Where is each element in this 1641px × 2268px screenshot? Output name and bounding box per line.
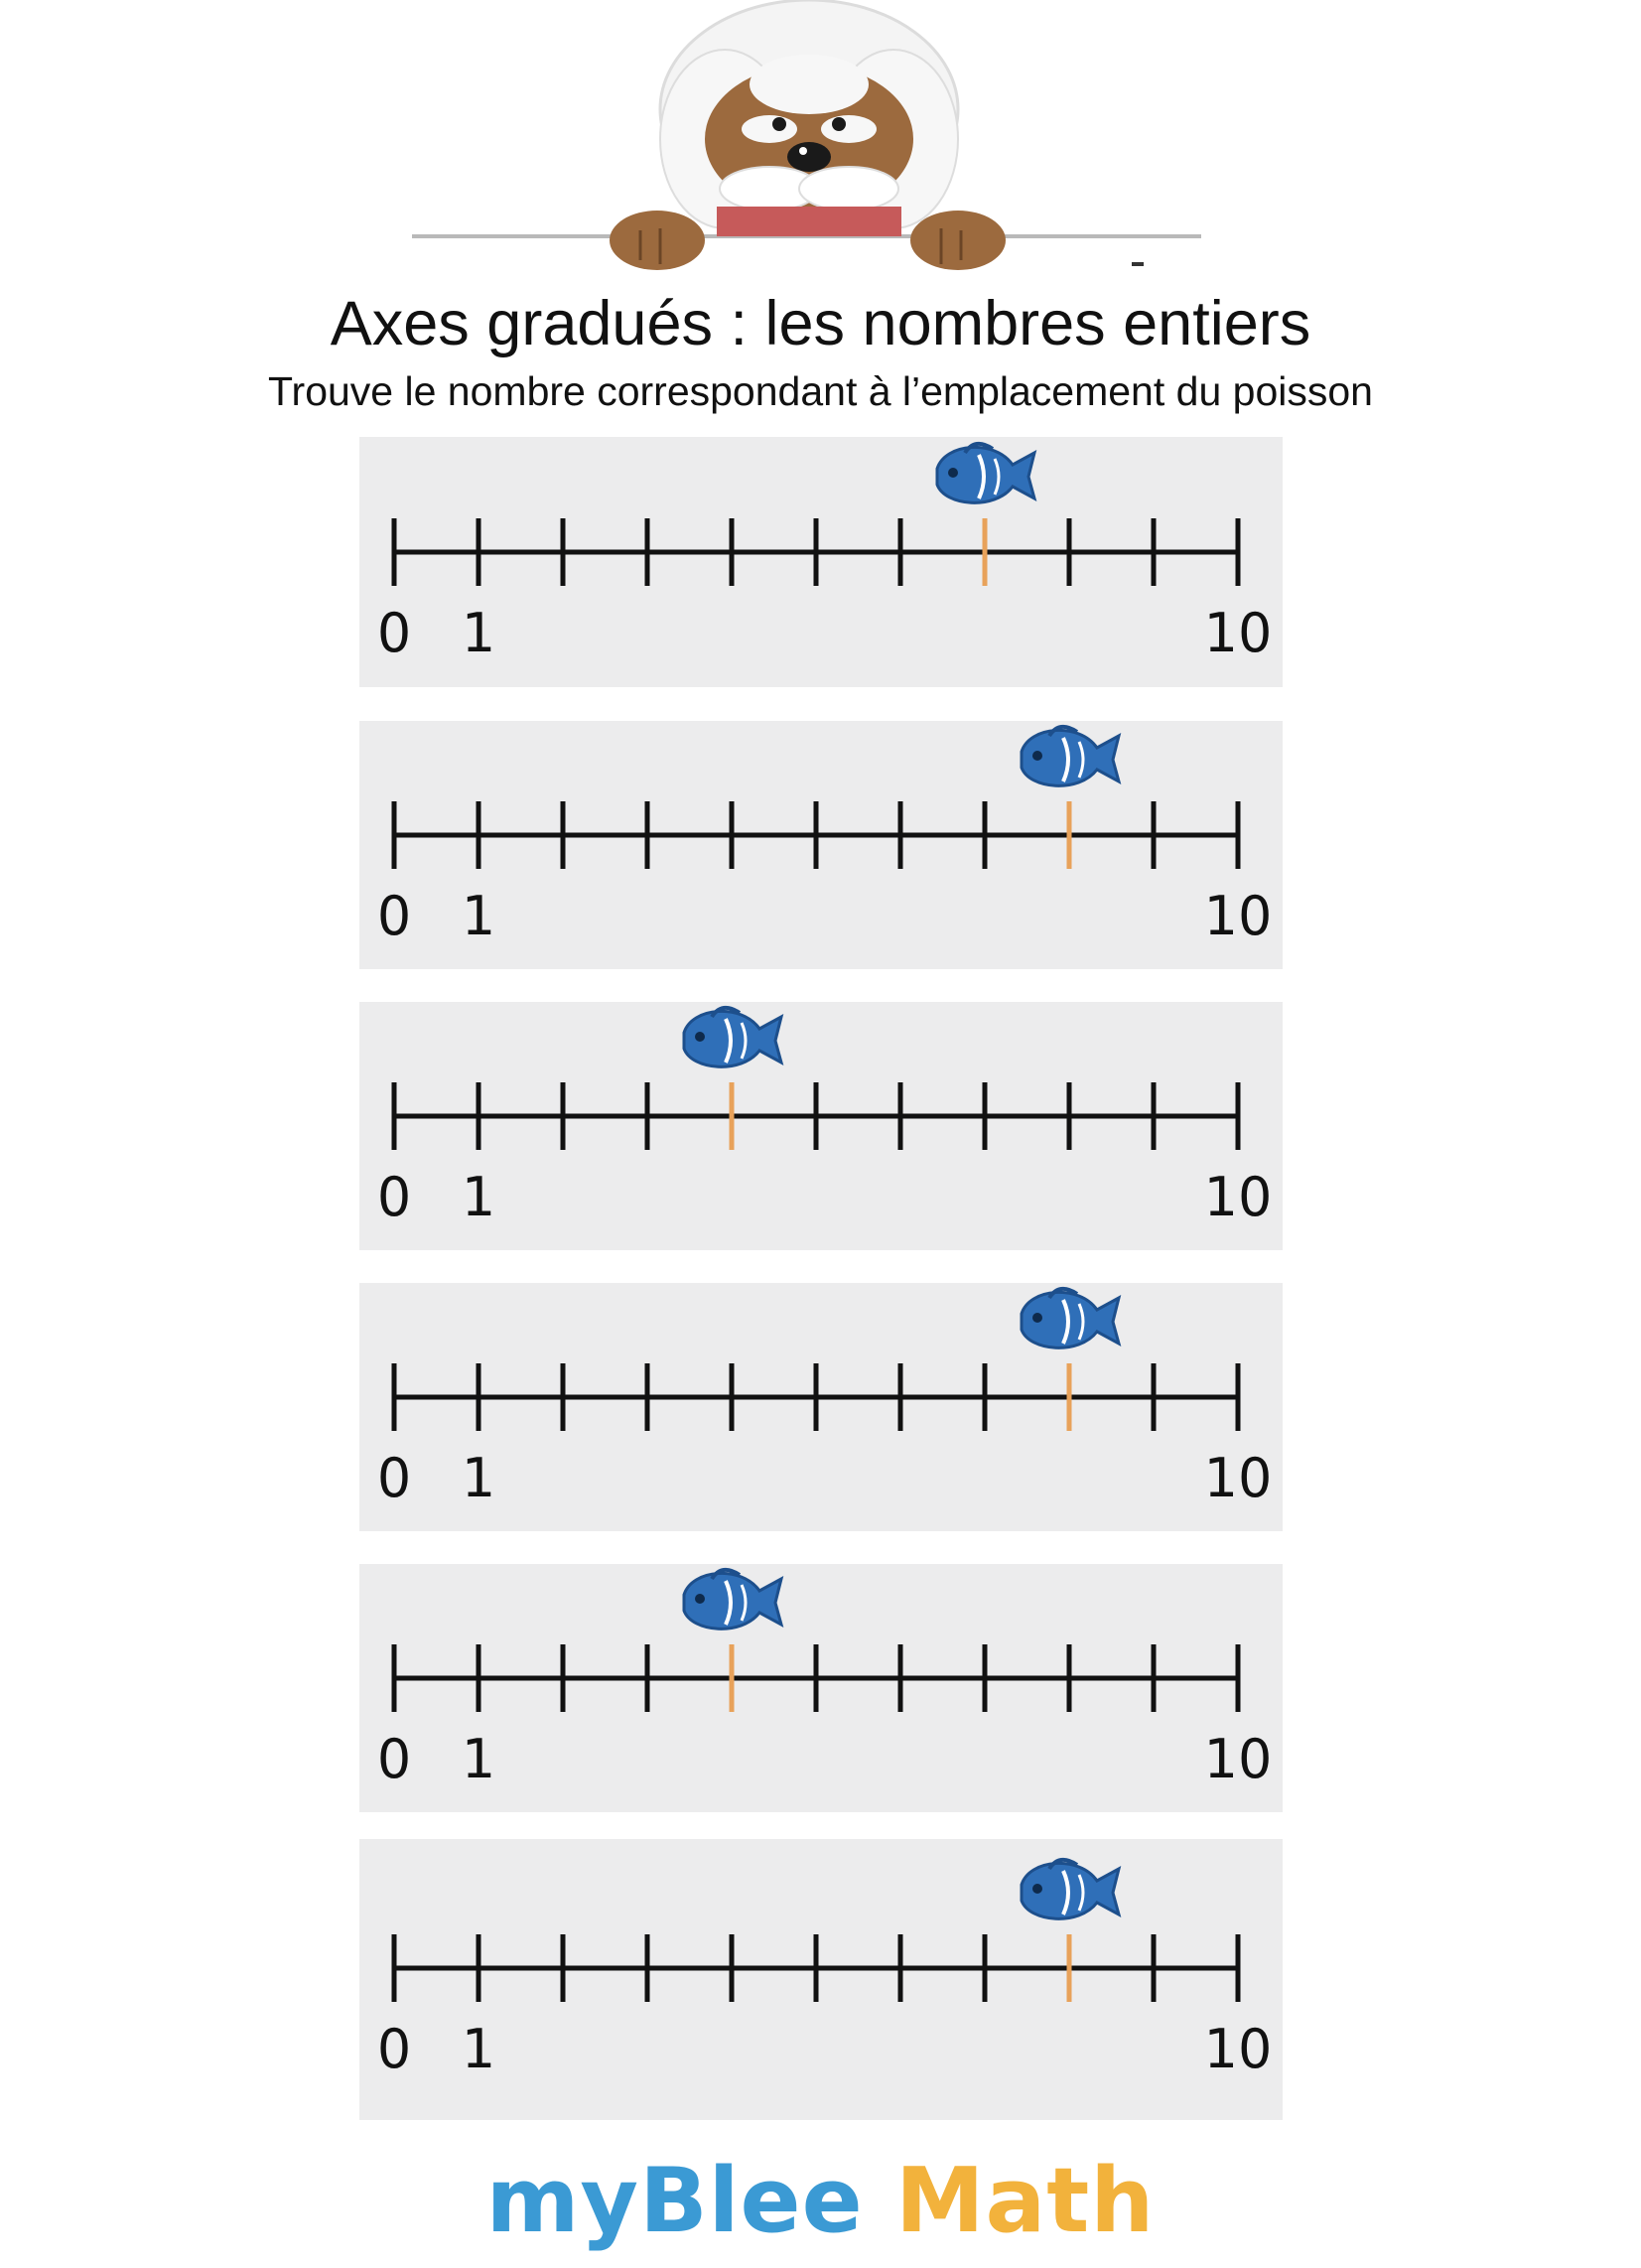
axis-label-10: 10 (1203, 1166, 1273, 1228)
axis-label-1: 1 (461, 885, 496, 947)
axis-label-10: 10 (1203, 885, 1273, 947)
number-line (359, 1564, 1283, 1812)
axis-label-10: 10 (1203, 1728, 1273, 1790)
axis-label-1: 1 (461, 602, 496, 664)
fish-icon (937, 444, 1034, 502)
number-line-exercise (359, 1839, 1283, 2120)
number-line (359, 1283, 1283, 1531)
axis-label-1: 1 (461, 1728, 496, 1790)
fish-icon (684, 1008, 781, 1066)
axis-label-0: 0 (376, 1447, 412, 1509)
number-line (359, 1839, 1283, 2120)
number-line (359, 437, 1283, 687)
axis-label-0: 0 (376, 1728, 412, 1790)
number-line-exercise (359, 1283, 1283, 1531)
logo-part-blee: myBlee (485, 2149, 864, 2253)
axis-label-1: 1 (461, 1166, 496, 1228)
bear-mascot-icon (397, 0, 1251, 278)
number-line (359, 1002, 1283, 1250)
axis-label-0: 0 (376, 1166, 412, 1228)
number-line-exercise (359, 721, 1283, 969)
axis-label-0: 0 (376, 2018, 412, 2080)
brand-logo (0, 2147, 1641, 2256)
axis-label-0: 0 (376, 885, 412, 947)
number-line-exercise (359, 1564, 1283, 1812)
axis-label-1: 1 (461, 2018, 496, 2080)
number-line-exercise (359, 1002, 1283, 1250)
axis-label-10: 10 (1203, 2018, 1273, 2080)
number-line (359, 721, 1283, 969)
page-title: Axes gradués : les nombres entiers (330, 289, 1311, 358)
axis-label-10: 10 (1203, 602, 1273, 664)
fish-icon (1022, 727, 1119, 785)
fish-icon (1022, 1289, 1119, 1347)
logo-part-math: Math (894, 2149, 1156, 2253)
axis-label-1: 1 (461, 1447, 496, 1509)
fish-icon (684, 1570, 781, 1629)
page-subtitle: Trouve le nombre correspondant à l’emplacement du poisson (268, 368, 1373, 414)
fish-icon (1022, 1860, 1119, 1918)
number-line-exercise (359, 437, 1283, 687)
axis-label-0: 0 (376, 602, 412, 664)
axis-label-10: 10 (1203, 1447, 1273, 1509)
